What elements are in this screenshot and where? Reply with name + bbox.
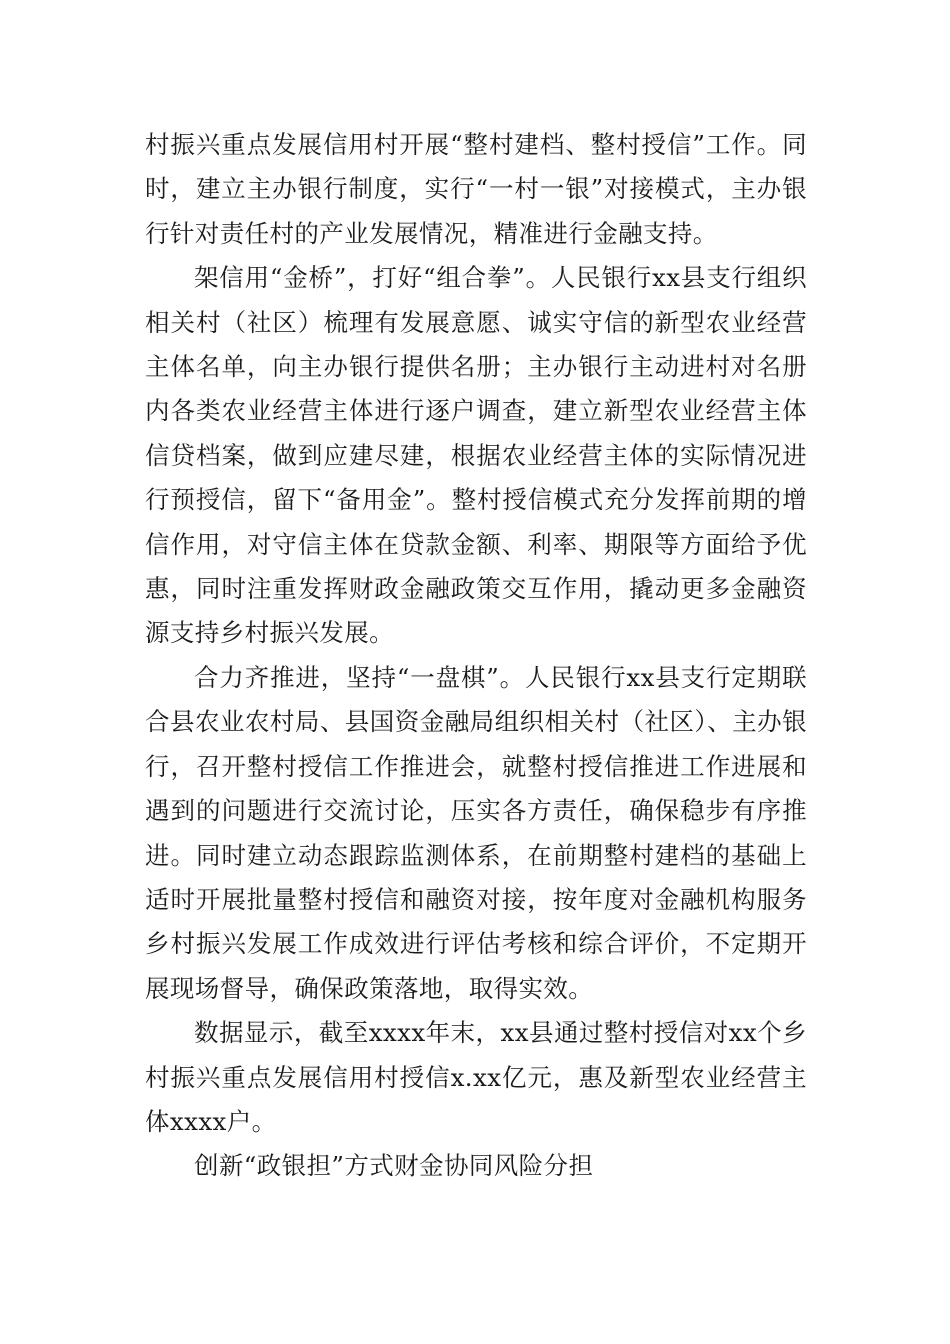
document-body: [145, 123, 807, 1189]
paragraph-1: 村振兴重点发展信用村开展“整村建档、整村授信”工作。同时，建立主办银行制度，实行“一村一银”对接模式，主办银行针对责任村的产业发展情况，精准进行金融支持。: [145, 130, 807, 248]
paragraph-3: 合力齐推进，坚持“一盘棋”。人民银行xx县支行定期联合县农业农村局、县国资金融局组织相关村（社区）、主办银行，召开整村授信工作推进会，就整村授信推进工作进展和遇到的问题进行交流讨论，压实各方责任，确保稳步有序推进。同时建立动态跟踪监测体系，在前期整村建档的基础上适时开展批量整村授信和融资对接，按年度对金融机构服务乡村振兴发展工作成效进行评估考核和综合评价，不定期开展现场督导，确保政策落地，取得实效。: [145, 662, 807, 1003]
paragraph-4: 数据显示，截至xxxx年末，xx县通过整村授信对xx个乡村振兴重点发展信用村授信x.xx亿元，惠及新型农业经营主体xxxx户。: [145, 1018, 807, 1136]
section-heading: 创新“政银担”方式财金协同风险分担: [194, 1151, 594, 1181]
paragraph-2: 架信用“金桥”，打好“组合拳”。人民银行xx县支行组织相关村（社区）梳理有发展意愿、诚实守信的新型农业经营主体名单，向主办银行提供名册；主办银行主动进村对名册内各类农业经营主体进行逐户调查，建立新型农业经营主体信贷档案，做到应建尽建，根据农业经营主体的实际情况进行预授信，留下“备用金”。整村授信模式充分发挥前期的增信作用，对守信主体在贷款金额、利率、期限等方面给予优惠，同时注重发挥财政金融政策交互作用，撬动更多金融资源支持乡村振兴发展。: [145, 263, 807, 648]
